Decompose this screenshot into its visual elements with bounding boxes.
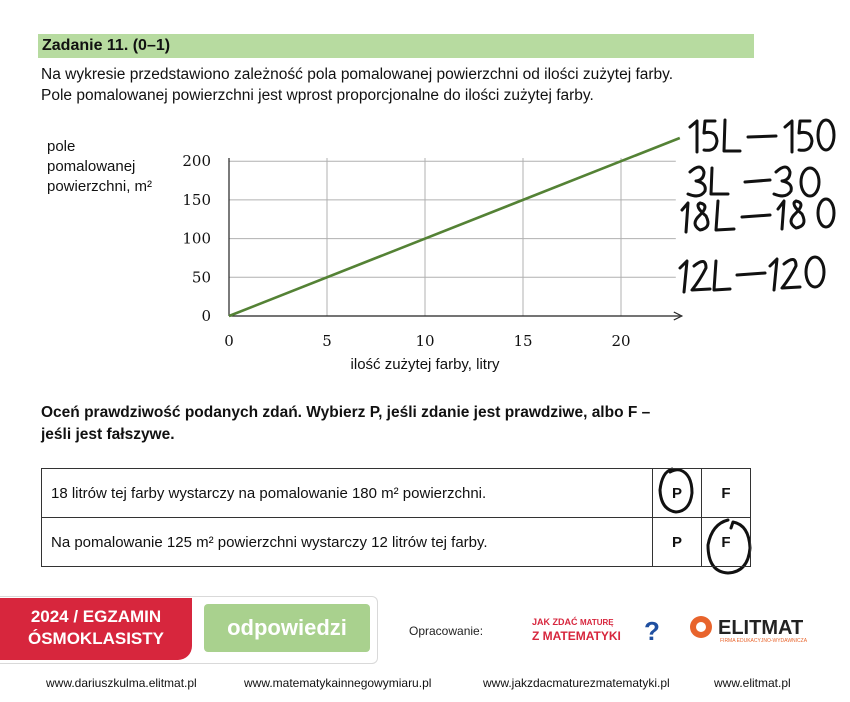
question-line-2: jeśli jest fałszywe.: [41, 426, 175, 443]
handwritten-note-1: [690, 120, 834, 152]
y-tick-label: 150: [182, 190, 211, 209]
statement-row: [42, 518, 751, 567]
statement-text: 18 litrów tej farby wystarczy na pomalowanie 180 m² powierzchni.: [42, 469, 653, 518]
x-tick-label: 0: [224, 332, 234, 350]
task-title: Zadanie 11. (0–1): [42, 37, 171, 54]
y-axis-label-line: pomalowanej: [47, 158, 136, 175]
footer-link[interactable]: www.dariuszkulma.elitmat.pl: [46, 676, 197, 690]
svg-text:ELITMAT: ELITMAT: [718, 617, 804, 639]
intro-line-2: Pole pomalowanej powierzchni jest wprost proporcjonalne do ilości zużytej farby.: [41, 87, 594, 104]
footer-link[interactable]: www.jakzdacmaturezmatematyki.pl: [483, 676, 670, 690]
jak-zdac-mature-logo: [532, 612, 662, 646]
footer-links: [0, 676, 850, 692]
prepared-by-label: Opracowanie:: [409, 624, 484, 638]
x-tick-label: 5: [322, 332, 332, 350]
statement-row: [42, 469, 751, 518]
question-line-1: Oceń prawdziwość podanych zdań. Wybierz P, jeśli zdanie jest prawdziwe, albo F –: [41, 404, 651, 421]
intro-line-1: Na wykresie przedstawiono zależność pola pomalowanej powierzchni od ilości zużytej farby.: [41, 66, 674, 83]
exam-badge-line-2: ÓSMOKLASISTY: [27, 629, 164, 648]
y-tick-label: 50: [191, 268, 211, 287]
option-f[interactable]: F: [702, 469, 751, 518]
y-tick-label: 200: [182, 152, 211, 171]
option-p[interactable]: P: [653, 469, 702, 518]
x-axis-label: ilość zużytej farby, litry: [350, 356, 500, 373]
x-tick-label: 15: [513, 332, 533, 350]
handwritten-note-3: [682, 199, 834, 232]
svg-text:FIRMA EDUKACYJNO-WYDAWNICZA: FIRMA EDUKACYJNO-WYDAWNICZA: [720, 638, 808, 644]
question-instruction: [41, 402, 761, 446]
y-axis-label-line: pole: [47, 138, 76, 155]
statement-text: Na pomalowanie 125 m² powierzchni wystarczy 12 litrów tej farby.: [42, 518, 653, 567]
option-f[interactable]: F: [702, 518, 751, 567]
true-false-table: [41, 468, 751, 567]
answers-badge: odpowiedzi: [204, 604, 370, 652]
exam-badge: [0, 598, 192, 660]
svg-text:JAK ZDAĆ: JAK ZDAĆ: [532, 617, 578, 627]
svg-text:?: ?: [644, 616, 660, 646]
y-tick-label: 0: [201, 307, 211, 325]
footer-link[interactable]: www.elitmat.pl: [714, 676, 791, 690]
x-tick-label: 20: [611, 332, 631, 350]
exam-badge-line-1: 2024 / EGZAMIN: [30, 607, 162, 626]
svg-text:Z MATEMATYKI: Z MATEMATYKI: [532, 629, 621, 643]
y-axis-label-line: powierzchni, m²: [47, 178, 153, 195]
x-tick-label: 10: [415, 332, 435, 350]
option-p[interactable]: P: [653, 518, 702, 567]
footer-link[interactable]: www.matematykainnegowymiaru.pl: [244, 676, 432, 690]
y-tick-label: 100: [182, 229, 211, 248]
svg-text:MATURĘ: MATURĘ: [580, 618, 614, 627]
handwritten-note-4: [680, 257, 824, 292]
elitmat-logo: [688, 614, 828, 644]
handwritten-note-2: [688, 167, 819, 196]
